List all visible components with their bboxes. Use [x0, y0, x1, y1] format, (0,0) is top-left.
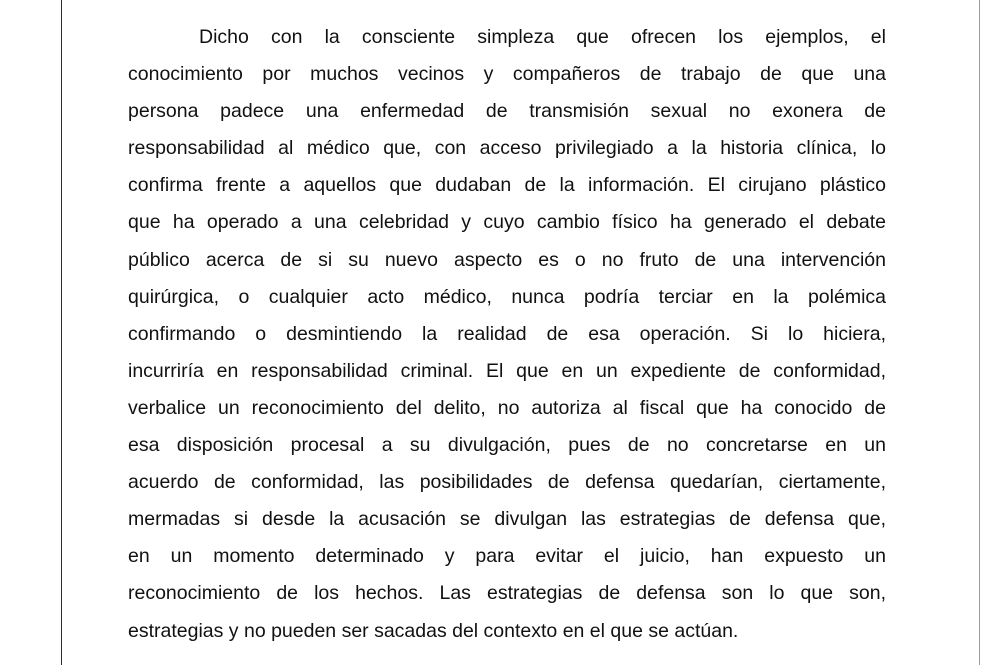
paragraph-line: estrategias y no pueden ser sacadas del contexto en el que se actúan. [128, 619, 739, 642]
paragraph-line: incurriría en responsabilidad criminal. El que en un expediente de conformidad, [128, 359, 886, 382]
paragraph-line: esa disposición procesal a su divulgación, pues de no concretarse en un [128, 434, 886, 457]
paragraph-line: confirmando o desmintiendo la realidad de esa operación. Si lo hiciera, [128, 322, 886, 345]
paragraph-line: acuerdo de conformidad, las posibilidades de defensa quedarían, ciertamente, [128, 471, 886, 494]
paragraph-line: persona padece una enfermedad de transmisión sexual no exonera de [128, 100, 886, 123]
paragraph-line: mermadas si desde la acusación se divulgan las estrategias de defensa que, [128, 508, 886, 531]
paragraph-line: reconocimiento de los hechos. Las estrategias de defensa son lo que son, [128, 582, 886, 605]
left-margin-rule [61, 0, 62, 665]
paragraph-line: conocimiento por muchos vecinos y compañeros de trabajo de que una [128, 63, 886, 86]
paragraph-line: verbalice un reconocimiento del delito, no autoriza al fiscal que ha conocido de [128, 396, 886, 419]
body-paragraph [128, 19, 886, 650]
paragraph-line: responsabilidad al médico que, con acceso privilegiado a la historia clínica, lo [128, 137, 886, 160]
paragraph-line: público acerca de si su nuevo aspecto es o no fruto de una intervención [128, 248, 886, 271]
paragraph-line: que ha operado a una celebridad y cuyo cambio físico ha generado el debate [128, 211, 886, 234]
right-margin-rule [979, 0, 980, 665]
paragraph-line: en un momento determinado y para evitar el juicio, han expuesto un [128, 545, 886, 568]
paragraph-line: confirma frente a aquellos que dudaban de la información. El cirujano plástico [128, 174, 886, 197]
paragraph-line: Dicho con la consciente simpleza que ofrecen los ejemplos, el [199, 26, 886, 48]
paragraph-line: quirúrgica, o cualquier acto médico, nunca podría terciar en la polémica [128, 285, 886, 308]
